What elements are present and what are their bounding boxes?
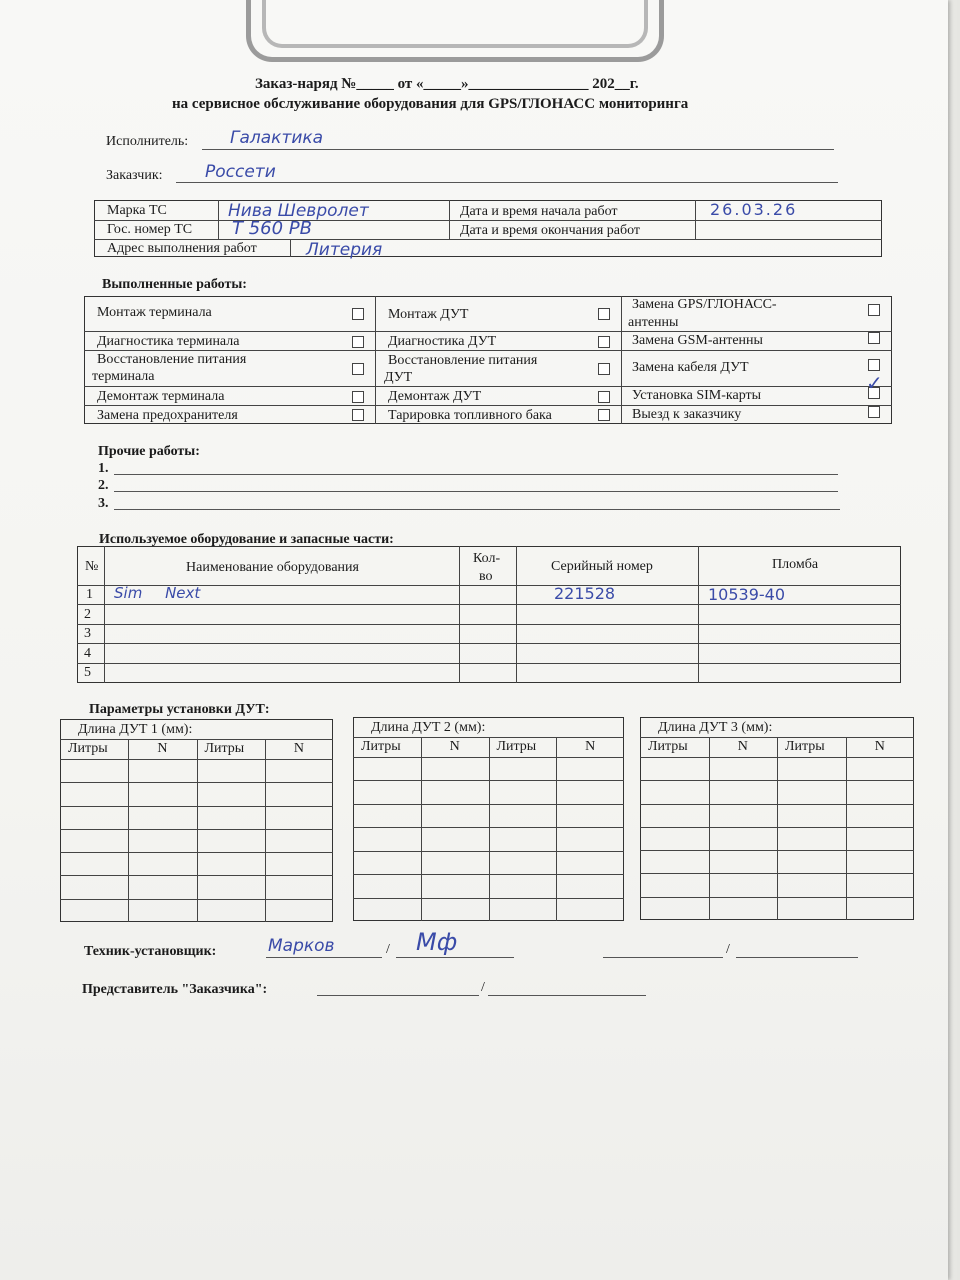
dut-table-title: Длина ДУТ 1 (мм): [78, 722, 193, 737]
checkbox[interactable] [352, 391, 364, 403]
customer-value: Россети [205, 162, 276, 182]
dut-col-liters: Литры [496, 739, 537, 754]
col-qty-2: во [479, 569, 493, 584]
dut-table-title: Длина ДУТ 2 (мм): [371, 720, 486, 735]
works-row-line [84, 331, 892, 332]
vehicle-col-line [290, 239, 291, 257]
brand-value: Нива Шевролет [228, 201, 369, 221]
dut-col-n: N [157, 741, 168, 756]
doc-title-line1: Заказ-наряд №_____ от «_____»________________ 202__г. [255, 76, 639, 92]
dut-col-line [197, 739, 198, 922]
work-item: Восстановление питания [97, 352, 247, 367]
work-item: Демонтаж терминала [97, 389, 225, 404]
row-seal: 10539-40 [708, 585, 786, 604]
doc-title-line2: на сервисное обслуживание оборудования для GPS/ГЛОНАСС мониторинга [172, 96, 689, 112]
executor-label: Исполнитель: [106, 134, 189, 149]
col-num: № [85, 559, 99, 574]
customer-label: Заказчик: [106, 168, 163, 183]
brand-label: Марка ТС [107, 203, 167, 218]
end-label: Дата и время окончания работ [460, 223, 641, 238]
tech-line [266, 957, 382, 958]
check-mark-icon: ✓ [866, 371, 883, 395]
work-item: Замена предохранителя [97, 408, 238, 423]
checkbox[interactable] [598, 336, 610, 348]
tech-slash: / [386, 942, 390, 957]
vehicle-col-line [449, 200, 450, 239]
checkbox[interactable] [598, 409, 610, 421]
dut-col-line [846, 737, 847, 920]
checkbox[interactable] [352, 409, 364, 421]
other-line [114, 474, 838, 475]
plate-value: Т 560 РВ [232, 218, 312, 239]
tech-name: Марков [268, 936, 335, 956]
plate-label: Гос. номер ТС [107, 222, 193, 237]
work-item: Замена GPS/ГЛОНАСС- [632, 297, 777, 312]
row-num: 2 [84, 607, 91, 622]
clipboard-clip-inner [262, 0, 648, 48]
col-name: Наименование оборудования [186, 560, 359, 575]
address-label: Адрес выполнения работ [107, 241, 257, 256]
checkbox[interactable] [598, 363, 610, 375]
checkbox[interactable] [868, 359, 880, 371]
rep-label: Представитель "Заказчика": [82, 982, 268, 997]
work-item: Замена GSM-антенны [632, 333, 763, 348]
equipment-row-line [77, 663, 901, 664]
vehicle-row-line [94, 220, 882, 221]
row-num: 4 [84, 646, 91, 661]
dut-col-liters: Литры [785, 739, 825, 754]
work-item: терминала [92, 369, 155, 384]
executor-line [202, 149, 834, 150]
other-title: Прочие работы: [98, 444, 200, 459]
start-label: Дата и время начала работ [460, 204, 618, 219]
address-value: Литерия [306, 240, 383, 260]
work-item: антенны [628, 315, 679, 330]
equipment-row-line [77, 604, 901, 605]
other-item-2: 2. [98, 478, 109, 493]
work-item: Монтаж ДУТ [388, 307, 469, 322]
dut-col-line [709, 737, 710, 920]
checkbox[interactable] [868, 304, 880, 316]
dut-col-n: N [585, 739, 596, 754]
row-num: 5 [84, 665, 91, 680]
work-item: Замена кабеля ДУТ [632, 360, 749, 375]
dut-table-title: Длина ДУТ 3 (мм): [658, 720, 773, 735]
tech-line [396, 957, 514, 958]
work-item: Восстановление питания [388, 353, 538, 368]
executor-value: Галактика [230, 128, 324, 148]
checkbox[interactable] [598, 391, 610, 403]
rep-slash: / [481, 980, 485, 995]
rep-line [488, 995, 646, 996]
row-name: Sim Next [114, 584, 201, 602]
tech-signature: Мф [416, 928, 458, 956]
start-value: 26.03.26 [710, 200, 798, 219]
dut-col-line [489, 737, 490, 921]
dut-col-n: N [449, 739, 460, 754]
row-num: 3 [84, 626, 91, 641]
dut-col-n: N [737, 739, 748, 754]
dut-col-n: N [293, 741, 304, 756]
col-seal: Пломба [772, 557, 819, 572]
checkbox[interactable] [352, 363, 364, 375]
dut-col-line [265, 739, 266, 922]
vehicle-row-line [94, 239, 882, 240]
dut-col-liters: Литры [648, 739, 688, 754]
dut-title: Параметры установки ДУТ: [89, 702, 270, 717]
other-line [114, 491, 838, 492]
vehicle-col-line [218, 200, 219, 239]
tech-line-2 [603, 957, 723, 958]
dut-col-line [777, 737, 778, 920]
work-item: ДУТ [384, 370, 413, 385]
tech-label: Техник-установщик: [84, 944, 217, 959]
rep-line [317, 995, 479, 996]
dut-col-n: N [874, 739, 885, 754]
equipment-row-line [77, 643, 901, 644]
other-item-1: 1. [98, 461, 109, 476]
customer-line [176, 182, 838, 183]
dut-col-line [421, 737, 422, 921]
dut-col-liters: Литры [361, 739, 401, 754]
checkbox[interactable] [352, 308, 364, 320]
vehicle-col-line [695, 200, 696, 239]
other-line [114, 509, 840, 510]
checkbox[interactable] [598, 308, 610, 320]
other-item-3: 3. [98, 496, 109, 511]
dut-col-line [128, 739, 129, 922]
tech-line-2 [736, 957, 858, 958]
row-num: 1 [86, 587, 93, 602]
equipment-row-line [77, 624, 901, 625]
works-title: Выполненные работы: [102, 277, 247, 292]
work-item: Выезд к заказчику [632, 407, 742, 422]
row-serial: 221528 [554, 584, 616, 603]
col-qty: Кол- [473, 551, 501, 566]
checkbox[interactable] [352, 336, 364, 348]
checkbox[interactable] [868, 332, 880, 344]
works-row-line [84, 405, 892, 406]
checkbox[interactable] [868, 406, 880, 418]
work-item: Диагностика терминала [97, 334, 240, 349]
work-item: Демонтаж ДУТ [388, 389, 482, 404]
tech-slash-2: / [726, 942, 730, 957]
col-serial: Серийный номер [551, 559, 653, 574]
dut-col-liters: Литры [204, 741, 245, 756]
work-item: Установка SIM-карты [632, 388, 762, 403]
works-row-line [84, 386, 892, 387]
equipment-title: Используемое оборудование и запасные части: [99, 532, 394, 547]
work-item: Тарировка топливного бака [388, 408, 552, 423]
dut-col-liters: Литры [68, 741, 108, 756]
work-item: Диагностика ДУТ [388, 334, 497, 349]
dut-col-line [556, 737, 557, 921]
work-item: Монтаж терминала [97, 305, 212, 320]
works-row-line [84, 350, 892, 351]
